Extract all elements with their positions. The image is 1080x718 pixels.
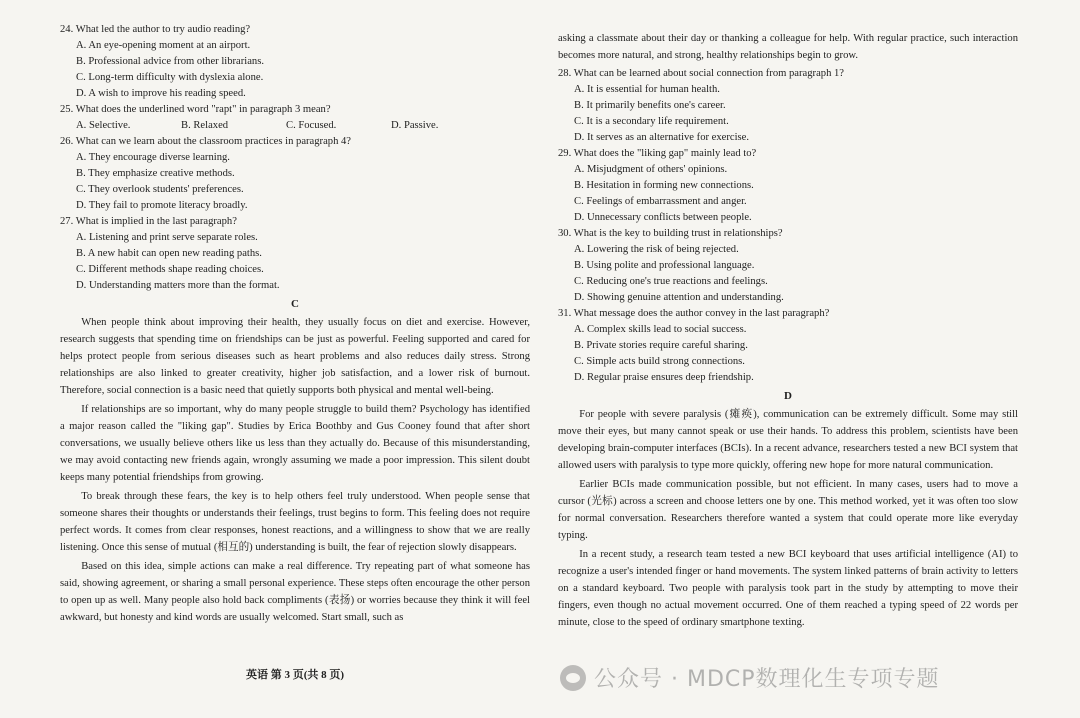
question-24: 24. What led the author to try audio reading? [60, 24, 251, 35]
option: C. Focused. [286, 120, 337, 131]
option: B. Professional advice from other librarians. [76, 56, 264, 67]
watermark-text: 公众号 · MDCP数理化生专项专题 [594, 667, 940, 692]
passage-paragraph: For people with severe paralysis (瘫痪), communication can be extremely difficult. Some may still move their eyes, but many cannot speak or use their hands. To address this problem, scientists have been developing brain-computer interfaces (BCIs). In a recent advance, researchers tested a new BCI system that allowed users with paralysis to type more quickly, offering new hope for more natural communication. [558, 409, 1018, 471]
option: D. A wish to improve his reading speed. [76, 88, 246, 99]
option: A. They encourage diverse learning. [76, 152, 230, 163]
option: D. It serves as an alternative for exercise. [574, 132, 750, 143]
passage-paragraph: Based on this idea, simple actions can make a real difference. Try repeating part of what someone has said, showing agreement, or sharing a small personal experience. These steps often encourage the other person to open up as well. Many people also hold back compliments (表扬) or worries because they think it will feel awkward, but honesty and kind words are usually welcomed. Start small, such as [60, 561, 530, 623]
option: B. A new habit can open new reading paths. [76, 248, 262, 259]
question-29: 29. What does the "liking gap" mainly lead to? [558, 148, 757, 159]
option: B. Relaxed [181, 120, 229, 131]
option: A. An eye-opening moment at an airport. [76, 40, 251, 51]
option: D. Regular praise ensures deep friendship. [574, 372, 754, 383]
option: D. Understanding matters more than the format. [76, 280, 280, 291]
option: A. Lowering the risk of being rejected. [574, 244, 739, 255]
page-footer: 英语 第 3 页(共 8 页) [245, 669, 345, 681]
watermark [560, 662, 940, 693]
option: D. They fail to promote literacy broadly. [76, 200, 248, 211]
option: A. Selective. [76, 120, 131, 131]
passage-paragraph: When people think about improving their health, they usually focus on diet and exercise. However, research suggests that spending time on friendships can be just as powerful. Feeling supported and cared for helps protect people from serious diseases such as heart problems and also reduces daily stress. Strong relationships are also linked to greater creativity, higher job satisfaction, and a lower risk of burnout. Therefore, social connection is a basic need that quietly supports both physical and mental well-being. [60, 317, 530, 396]
option: B. They emphasize creative methods. [76, 168, 235, 179]
option: A. Listening and print serve separate roles. [76, 232, 258, 243]
question-27: 27. What is implied in the last paragraph? [60, 216, 237, 227]
options-row [76, 118, 530, 134]
passage-paragraph: Earlier BCIs made communication possible, but not efficient. In many cases, users had to move a cursor (光标) across a screen and choose letters one by one. This method worked, yet it was often too slow for normal conversation. Researchers therefore wanted a system that could operate more like everyday typing. [558, 479, 1018, 541]
option: C. Long-term difficulty with dyslexia alone. [76, 72, 264, 83]
option: A. Complex skills lead to social success. [574, 324, 747, 335]
section-heading: C [291, 298, 299, 310]
question-26: 26. What can we learn about the classroom practices in paragraph 4? [60, 136, 352, 147]
right-column [558, 30, 1018, 633]
option: B. Private stories require careful sharing. [574, 340, 748, 351]
option: C. They overlook students' preferences. [76, 184, 244, 195]
passage-paragraph: In a recent study, a research team tested a new BCI keyboard that uses artificial intelligence (AI) to recognize a user's intended finger or hand movements. The system linked patterns of brain activity to letters on a standard keyboard. Two people with paralysis took part in the study by attempting to move their fingers, even though no actual movement occurred. One of them reached a typing speed of 22 words per minute, close to the speed of ordinary smartphone texting. [558, 549, 1018, 628]
option: C. It is a secondary life requirement. [574, 116, 729, 127]
left-column [60, 22, 530, 628]
section-heading: D [784, 390, 792, 402]
option: C. Feelings of embarrassment and anger. [574, 196, 747, 207]
option: A. It is essential for human health. [574, 84, 720, 95]
question-30: 30. What is the key to building trust in relationships? [558, 228, 783, 239]
option: D. Passive. [391, 120, 439, 131]
option: C. Reducing one's true reactions and feelings. [574, 276, 768, 287]
wechat-icon [560, 665, 586, 691]
passage-paragraph: If relationships are so important, why do many people struggle to build them? Psychology has identified a major reason called the "liking gap". Studies by Erica Boothby and Gus Cooney found that after short conversations, we usually believe others like us less than they actually do. Because of this misunderstanding, we may avoid contacting new friends again, wrongly assuming we made a poor impression. This silent doubt keeps many potential friendships from growing. [60, 404, 530, 483]
question-31: 31. What message does the author convey in the last paragraph? [558, 308, 830, 319]
option: C. Simple acts build strong connections. [574, 356, 745, 367]
question-28: 28. What can be learned about social connection from paragraph 1? [558, 68, 845, 79]
option: B. It primarily benefits one's career. [574, 100, 726, 111]
option: C. Different methods shape reading choices. [76, 264, 264, 275]
option: B. Hesitation in forming new connections. [574, 180, 754, 191]
passage-paragraph: asking a classmate about their day or thanking a colleague for help. With regular practice, such interaction becomes more natural, and strong, healthy relationships begin to grow. [558, 33, 1018, 61]
option: A. Misjudgment of others' opinions. [574, 164, 728, 175]
passage-paragraph: To break through these fears, the key is to help others feel truly understood. When people sense that someone shares their thoughts or understands their feelings, trust begins to form. This feeling does not require perfect words. It comes from clear responses, honest reactions, and a willingness to show that we are really listening. Once this sense of mutual (相互的) understanding is built, the fear of rejection slowly disappears. [60, 491, 530, 553]
question-25: 25. What does the underlined word "rapt" in paragraph 3 mean? [60, 104, 331, 115]
option: D. Unnecessary conflicts between people. [574, 212, 752, 223]
option: D. Showing genuine attention and understanding. [574, 292, 784, 303]
option: B. Using polite and professional language. [574, 260, 755, 271]
